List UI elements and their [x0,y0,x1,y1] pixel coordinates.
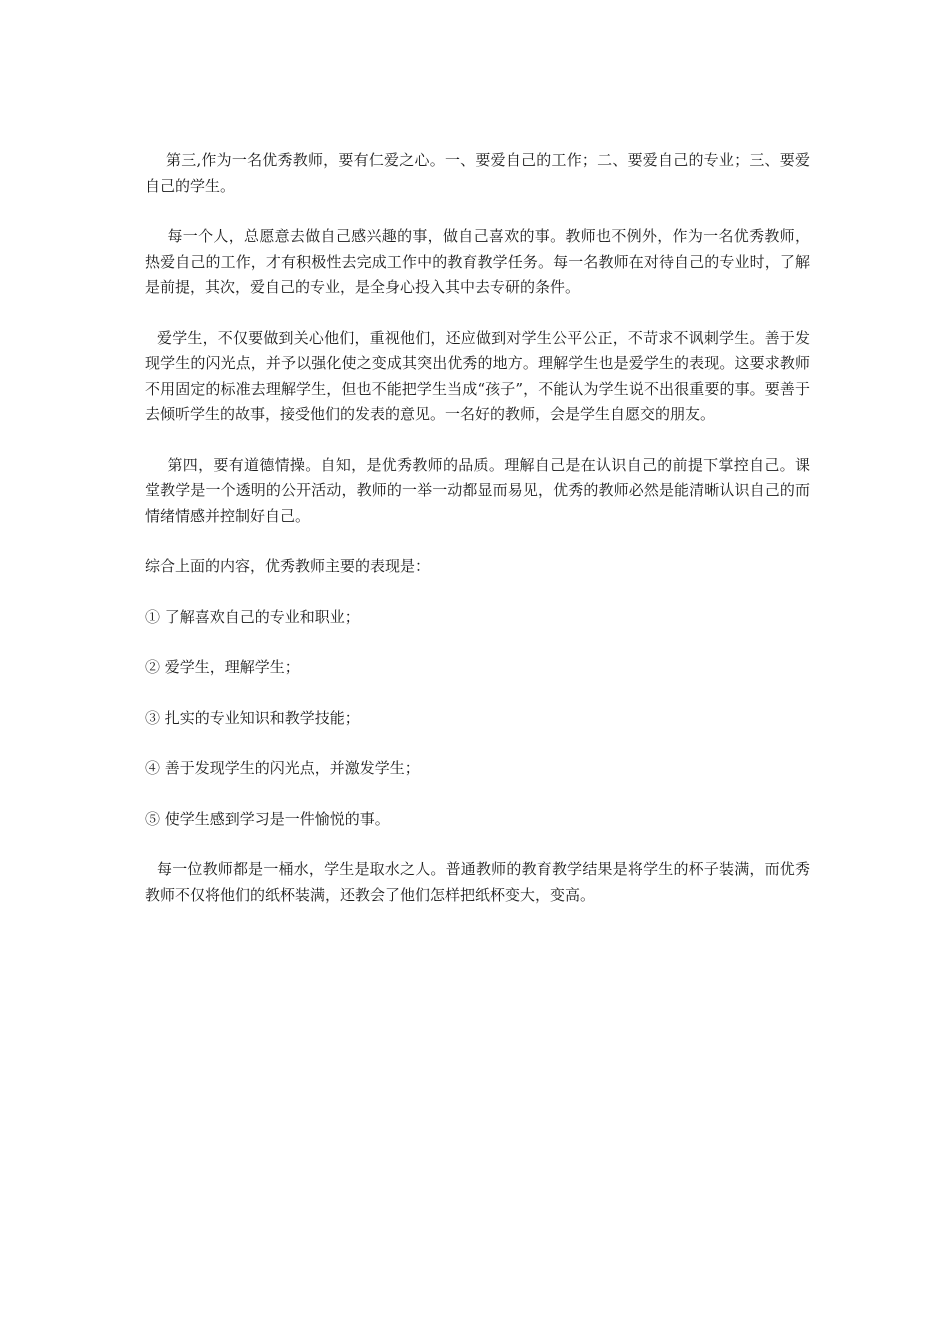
summary-intro: 综合上面的内容，优秀教师主要的表现是： [145,557,431,575]
closing-paragraph: 每一位教师都是一桶水，学生是取水之人。普通教师的教育教学结果是将学生的杯子装满，而优秀教师不仅将他们的纸杯装满，还教会了他们怎样把纸杯变大，变高。 [145,860,810,904]
paragraph-love-work: 每一个人，总愿意去做自己感兴趣的事，做自己喜欢的事。教师也不例外，作为一名优秀教师，热爱自己的工作，才有积极性去完成工作中的教育教学任务。每一名教师在对待自己的专业时，了解是前提，其次，爱自己的专业，是全身心投入其中去专研的条件。 [145,227,810,296]
summary-list [145,605,810,833]
list-item: ③ 扎实的专业知识和教学技能； [145,708,360,727]
paragraph-love-students: 爱学生，不仅要做到关心他们，重视他们，还应做到对学生公平公正，不苛求不讽刺学生。善于发现学生的闪光点，并予以强化使之变成其突出优秀的地方。理解学生也是爱学生的表现。这要求教师不用固定的标准去理解学生，但也不能把学生当成“孩子”，不能认为学生说不出很重要的事。要善于去倾听学生的故事，接受他们的发表的意见。一名好的教师，会是学生自愿交的朋友。 [145,328,810,423]
document-page [145,148,810,933]
paragraph-third-point: 第三,作为一名优秀教师，要有仁爱之心。一、要爱自己的工作；二、要爱自己的专业；三、要爱自己的学生。 [145,151,810,195]
list-item: ⑤ 使学生感到学习是一件愉悦的事。 [145,809,390,828]
list-item: ④ 善于发现学生的闪光点，并激发学生； [145,759,420,777]
list-item: ② 爱学生，理解学生； [145,658,300,676]
paragraph-fourth-point: 第四，要有道德情操。自知，是优秀教师的品质。理解自己是在认识自己的前提下掌控自己。课堂教学是一个透明的公开活动，教师的一举一动都显而易见，优秀的教师必然是能清晰认识自己的而情绪情感并控制好自己。 [145,455,810,525]
list-item: ① 了解喜欢自己的专业和职业； [145,607,360,626]
